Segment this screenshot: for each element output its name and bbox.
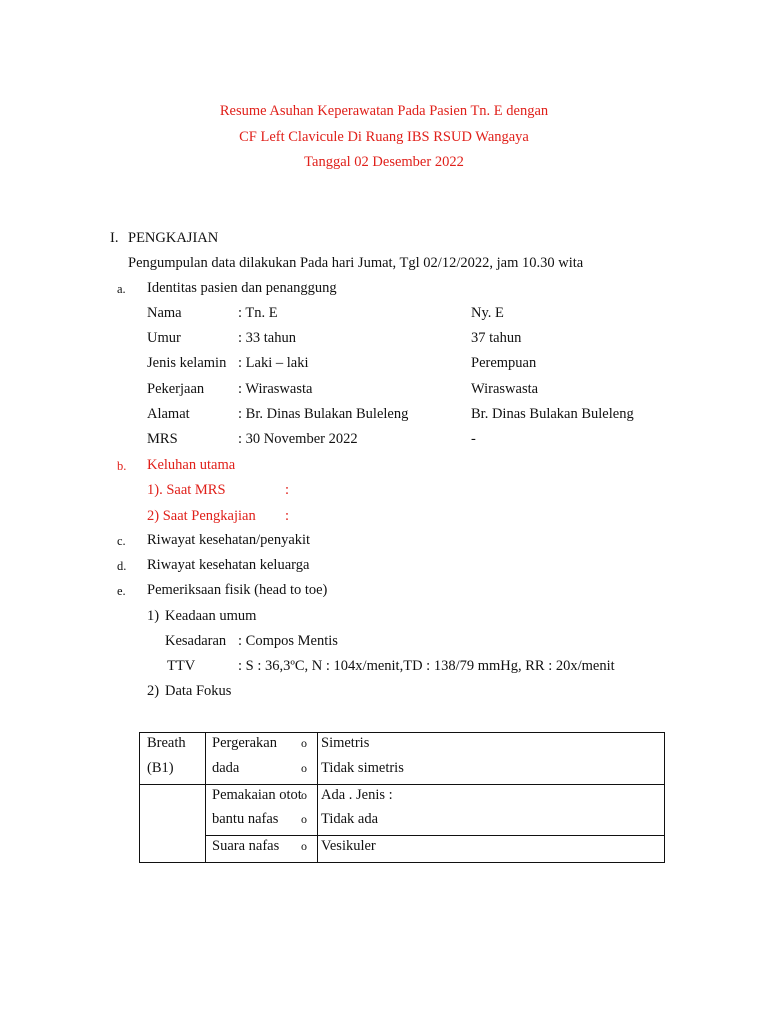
row-label-line-1: Pergerakan [212, 735, 277, 751]
focus-number: 2) [147, 683, 160, 699]
identity-label: Jenis kelamin [147, 355, 227, 371]
option-text: Ada . Jenis : [321, 787, 393, 803]
row-label-line-2: bantu nafas [212, 811, 279, 827]
checkbox-bullet[interactable]: o [301, 761, 307, 775]
table-row-options-cell [318, 836, 665, 863]
focus-heading: Data Fokus [165, 683, 232, 699]
doc-title-line-2: CF Left Clavicule Di Ruang IBS RSUD Wangaya [239, 129, 529, 145]
identity-patient-value: : 33 tahun [238, 330, 296, 346]
consciousness-value: : Compos Mentis [238, 633, 338, 649]
complaint-item-assessment: 2) Saat Pengkajian [147, 508, 256, 524]
complaint-item-mrs: 1). Saat MRS [147, 482, 226, 498]
table-row-label-cell [206, 733, 318, 785]
option-text: Vesikuler [321, 838, 376, 854]
table-row-label-cell [206, 785, 318, 836]
identity-heading: Identitas pasien dan penanggung [147, 280, 337, 296]
identity-guardian-value: Perempuan [471, 355, 537, 371]
table-row-label-cell [206, 836, 318, 863]
identity-label: Alamat [147, 406, 190, 422]
complaint-item-assessment-colon: : [285, 508, 290, 524]
system-cell-empty [140, 785, 206, 863]
checkbox-bullet[interactable]: o [301, 812, 307, 826]
system-label-line-2: (B1) [147, 760, 174, 776]
system-label-line-1: Breath [147, 735, 186, 751]
list-letter-d: d. [117, 559, 127, 573]
identity-label: Nama [147, 305, 182, 321]
focus-data-table [139, 732, 665, 863]
vitals-value: : S : 36,3ºC, N : 104x/menit,TD : 138/79 mmHg, RR : 20x/menit [238, 658, 615, 674]
complaint-heading: Keluhan utama [147, 457, 236, 473]
identity-guardian-value: Ny. E [471, 305, 504, 321]
identity-patient-value: : Tn. E [238, 305, 278, 321]
general-number: 1) [147, 608, 160, 624]
identity-patient-value: : Wiraswasta [238, 381, 313, 397]
section-number: I. [110, 230, 119, 246]
identity-patient-value: : 30 November 2022 [238, 431, 358, 447]
table-row-options-cell [318, 785, 665, 836]
identity-guardian-value: - [471, 431, 476, 447]
identity-label: Pekerjaan [147, 381, 205, 397]
exam-heading: Pemeriksaan fisik (head to toe) [147, 582, 328, 598]
identity-patient-value: : Laki – laki [238, 355, 309, 371]
section-intro: Pengumpulan data dilakukan Pada hari Jumat, Tgl 02/12/2022, jam 10.30 wita [128, 255, 584, 271]
doc-title-line-3: Tanggal 02 Desember 2022 [304, 154, 464, 170]
consciousness-label: Kesadaran [165, 633, 227, 649]
list-letter-c: c. [117, 534, 126, 548]
list-letter-a: a. [117, 282, 126, 296]
checkbox-bullet[interactable]: o [301, 736, 307, 750]
row-label-line-2: dada [212, 760, 240, 776]
checkbox-bullet[interactable]: o [301, 839, 307, 853]
option-text: Tidak simetris [321, 760, 404, 776]
family-history-heading: Riwayat kesehatan keluarga [147, 557, 310, 573]
option-text: Simetris [321, 735, 370, 751]
table-row-options-cell [318, 733, 665, 785]
history-heading: Riwayat kesehatan/penyakit [147, 532, 311, 548]
identity-label: MRS [147, 431, 178, 447]
general-heading: Keadaan umum [165, 608, 257, 624]
section-title: PENGKAJIAN [128, 230, 219, 246]
option-text: Tidak ada [321, 811, 379, 827]
doc-title-line-1: Resume Asuhan Keperawatan Pada Pasien Tn. E dengan [219, 103, 549, 119]
vitals-label: TTV [167, 658, 196, 674]
identity-guardian-value: Wiraswasta [471, 381, 539, 397]
row-label-line-1: Pemakaian otot [212, 787, 302, 803]
list-letter-e: e. [117, 584, 126, 598]
row-label-line-1: Suara nafas [212, 838, 280, 854]
checkbox-bullet[interactable]: o [301, 788, 307, 802]
list-letter-b: b. [117, 459, 127, 473]
identity-guardian-value: 37 tahun [471, 330, 522, 346]
complaint-item-mrs-colon: : [285, 482, 290, 498]
identity-guardian-value: Br. Dinas Bulakan Buleleng [471, 406, 634, 422]
identity-label: Umur [147, 330, 181, 346]
identity-patient-value: : Br. Dinas Bulakan Buleleng [238, 406, 409, 422]
system-cell [140, 733, 206, 785]
